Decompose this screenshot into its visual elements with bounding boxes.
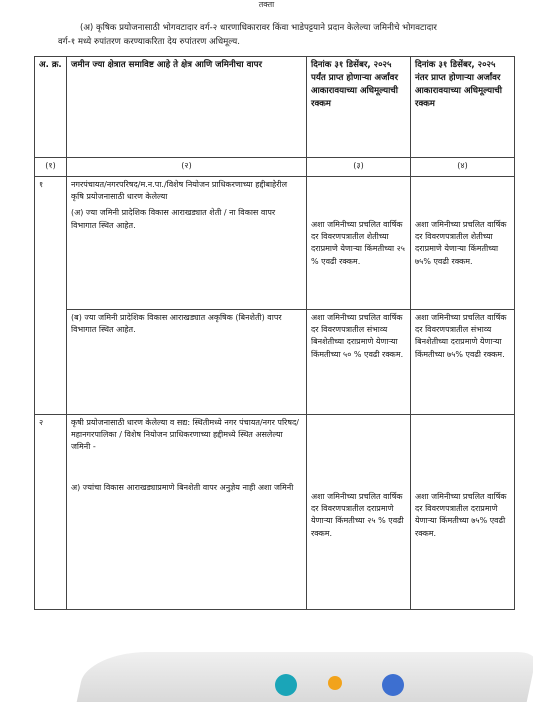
row-serial: १	[35, 177, 67, 415]
sub-item-a-before	[307, 177, 411, 310]
row2-sub-a-after	[411, 415, 515, 610]
intro-paragraph	[58, 21, 513, 49]
premium-table	[34, 56, 515, 610]
header-before-2025: दिनांक ३१ डिसेंबर, २०२५ पर्यंत प्राप्त होणाऱ्या अर्जांवर आकारावयाच्या अधिमूल्याची रक्कम	[307, 57, 411, 158]
column-number-4: (४)	[411, 158, 515, 177]
header-row	[35, 57, 515, 158]
row2-sub-a-after-text: अशा जमिनीच्या प्रचलित वार्षिक दर विवरणपत्रातील दराप्रमाणे येणाऱ्या किंमतीच्या ७५% एवढी रक्कम.	[415, 492, 507, 538]
sub-item-b-description: (ब) ज्या जमिनी प्रादेशिक विकास आराखड्यात अकृषिक (बिनशेती) वापर विभागात स्थित आहेत.	[67, 310, 307, 415]
row-heading: नगरपंचायत/नगरपरिषद/म.न.पा./विशेष नियोजन प्राधिकरणाच्या हद्दीबाहेरील कृषि प्रयोजनासाठी धारण केलेल्या	[71, 180, 288, 202]
sub-item-b-after: अशा जमिनीच्या प्रचलित वार्षिक दर विवरणपत्रातील संभाव्य बिनशेतीच्या दराप्रमाणे येणाऱ्या किंमतीच्या ७५% एवढी रक्कम.	[411, 310, 515, 415]
blue-circle-icon	[382, 674, 404, 696]
table-row	[35, 415, 515, 610]
row-description	[67, 415, 307, 610]
page-header: तक्ता	[258, 0, 275, 9]
header-land-use: जमीन ज्या क्षेत्रात समाविष्ट आहे ते क्षेत्र आणि जमिनीचा वापर	[67, 57, 307, 158]
column-number-1: (१)	[35, 158, 67, 177]
header-serial: अ. क्र.	[35, 57, 67, 158]
table-row	[35, 310, 515, 415]
sub-item-a-after	[411, 177, 515, 310]
table-row	[35, 177, 515, 310]
orange-circle-icon	[328, 676, 342, 690]
sub-item-a-description: अ) ज्यांचा विकास आराखड्याप्रमाणे बिनशेती वापर अनुज्ञेय नाही अशा जमिनी	[71, 482, 294, 492]
row-description	[67, 177, 307, 310]
column-number-row	[35, 158, 515, 177]
page-curl-shadow	[77, 652, 533, 702]
intro-line-2: वर्ग-१ मध्ये रुपांतरण करण्याकरिता देय रुपांतरण अधिमूल्य.	[58, 37, 240, 47]
row-serial: २	[35, 415, 67, 610]
sub-item-a-description: (अ) ज्या जमिनी प्रादेशिक विकास आराखड्यात शेती / ना विकास वापर विभागात स्थित आहेत.	[71, 208, 276, 230]
column-number-3: (३)	[307, 158, 411, 177]
header-after-2025: दिनांक ३१ डिसेंबर, २०२५ नंतर प्राप्त होणाऱ्या अर्जांवर आकारावयाच्या अधिमूल्याची रक्कम	[411, 57, 515, 158]
row2-sub-a-before-text: अशा जमिनीच्या प्रचलित वार्षिक दर विवरणपत्रातील दराप्रमाणे येणाऱ्या किंमतीच्या २५ % एवढी रक्कम.	[311, 492, 404, 538]
sub-item-b-before: अशा जमिनीच्या प्रचलित वार्षिक दर विवरणपत्रातील संभाव्य बिनशेतीच्या दराप्रमाणे येणाऱ्या किंमतीच्या ५० % एवढी रक्कम.	[307, 310, 411, 415]
column-number-2: (२)	[67, 158, 307, 177]
sub-item-a-before-text: अशा जमिनीच्या प्रचलित वार्षिक दर विवरणपत्रातील शेतीच्या दराप्रमाणे येणाऱ्या किंमतीच्या २५ % एवढी रक्कम.	[311, 220, 405, 266]
intro-line-1: (अ) कृषिक प्रयोजनासाठी भोगवटादार वर्ग-२ धारणाधिकारावर किंवा भाडेपट्टयाने प्रदान केलेल्या जमिनीचे भोगवटादार	[80, 23, 437, 33]
sub-item-a-after-text: अशा जमिनीच्या प्रचलित वार्षिक दर विवरणपत्रातील शेतीच्या दराप्रमाणे येणाऱ्या किंमतीच्या ७५% एवढी रक्कम.	[415, 220, 507, 266]
row-heading: कृषी प्रयोजनासाठी धारण केलेल्या व सद्य: स्थितीमध्ये नगर पंचायत/नगर परिषद/ महानगरपालिका / विशेष नियोजन प्राधिकरणाच्या हद्दीमध्ये स्थित असलेल्या जमिनी -	[71, 418, 299, 452]
row2-sub-a-before	[307, 415, 411, 610]
teal-circle-icon	[275, 674, 297, 696]
